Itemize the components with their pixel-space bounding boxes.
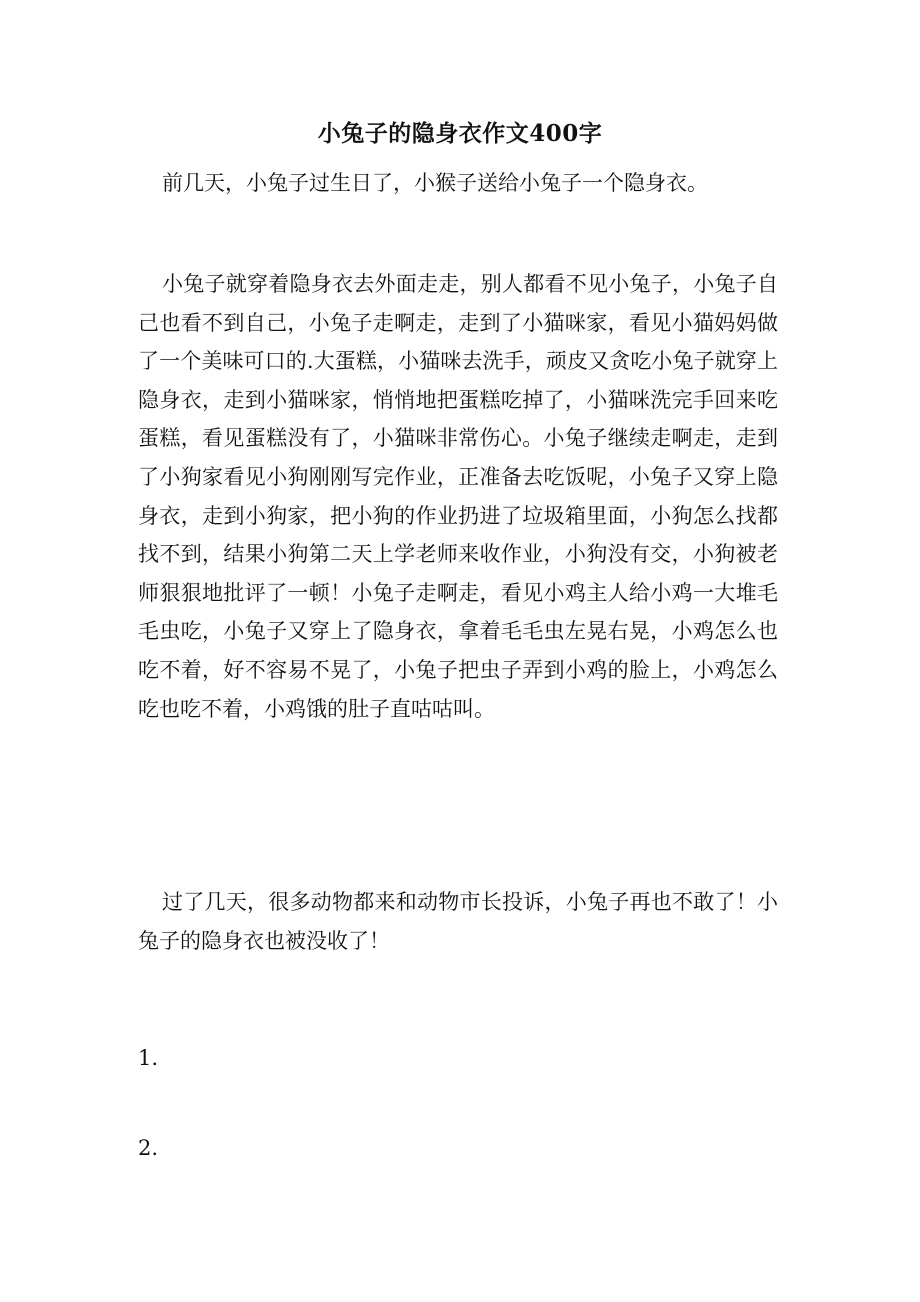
- paragraph-2: 小兔子就穿着隐身衣去外面走走，别人都看不见小兔子，小兔子自己也看不到自己，小兔子走啊走，走到了小猫咪家，看见小猫妈妈做了一个美味可口的.大蛋糕，小猫咪去洗手，顽皮又贪吃小兔子就穿上隐身衣，走到小猫咪家，悄悄地把蛋糕吃掉了，小猫咪洗完手回来吃蛋糕，看见蛋糕没有了，小猫咪非常伤心。小兔子继续走啊走，走到了小狗家看见小狗刚刚写完作业，正准备去吃饭呢，小兔子又穿上隐身衣，走到小狗家，把小狗的作业扔进了垃圾箱里面，小狗怎么找都找不到，结果小狗第二天上学老师来收作业，小狗没有交，小狗被老师狠狠地批评了一顿！小兔子走啊走，看见小鸡主人给小鸡一大堆毛毛虫吃，小兔子又穿上了隐身衣，拿着毛毛虫左晃右晃，小鸡怎么也吃不着，好不容易不晃了，小兔子把虫子弄到小鸡的脸上，小鸡怎么吃也吃不着，小鸡饿的肚子直咕咕叫。: [138, 272, 778, 721]
- list-item-1: 1.: [138, 1046, 159, 1070]
- list-item-2: 2.: [138, 1136, 159, 1160]
- document-title: 小兔子的隐身衣作文400字: [317, 120, 603, 147]
- paragraph-3: 过了几天，很多动物都来和动物市长投诉，小兔子再也不敢了！小兔子的隐身衣也被没收了！: [138, 890, 778, 953]
- paragraph-1: 前几天，小兔子过生日了，小猴子送给小兔子一个隐身衣。: [162, 171, 708, 195]
